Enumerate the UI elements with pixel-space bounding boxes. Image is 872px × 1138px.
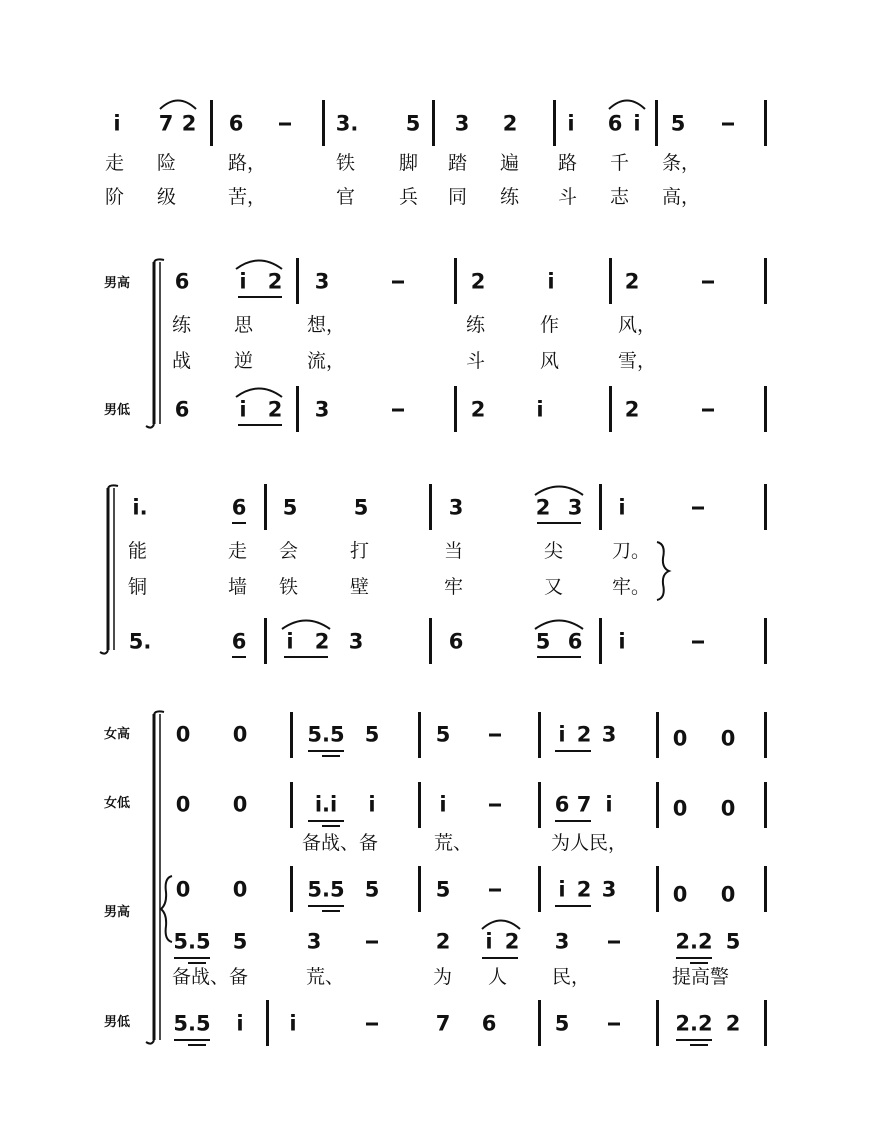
dash — [489, 804, 501, 807]
note: 2 — [470, 397, 486, 422]
lyric: 铁 — [279, 576, 299, 598]
lyric: 为 — [433, 966, 453, 988]
note: 5 — [725, 929, 741, 954]
note: 6 — [231, 495, 247, 520]
voice-label: 女低 — [104, 796, 131, 811]
lyric: 苦， — [228, 186, 267, 208]
note: 2 — [267, 269, 283, 294]
note: 2 — [576, 722, 592, 747]
note: 0 — [175, 792, 191, 817]
note: 2.2 — [675, 929, 713, 954]
note: 5.5 — [173, 929, 211, 954]
note: 6 — [231, 629, 247, 654]
lyric: 会 — [279, 540, 299, 562]
beam-line — [308, 820, 344, 822]
lyric: 走 — [105, 152, 125, 174]
note: 2 — [181, 111, 197, 136]
note: 5 — [405, 111, 421, 136]
lyric: 风 — [540, 350, 560, 372]
note: i — [567, 111, 575, 136]
lyric: 千 — [610, 152, 630, 174]
note: i — [547, 269, 555, 294]
barline — [429, 618, 432, 664]
barline — [656, 866, 659, 912]
dash — [722, 123, 734, 126]
note: i — [536, 397, 544, 422]
lyric: 壁 — [350, 576, 370, 598]
lyric: 流， — [307, 350, 346, 372]
lyric: 墙 — [228, 576, 248, 598]
lyric: 提高警 — [672, 966, 730, 988]
note: i. — [132, 495, 148, 520]
lyric: 思 — [234, 314, 254, 336]
note: 6 — [174, 397, 190, 422]
dash — [279, 123, 291, 126]
lyric: 民， — [552, 966, 591, 988]
beam-line — [308, 905, 344, 907]
note: 5 — [364, 877, 380, 902]
note: i — [618, 629, 626, 654]
note: 7 — [576, 792, 592, 817]
barline — [290, 782, 293, 828]
note: 2 — [267, 397, 283, 422]
lyric: 阶 — [105, 186, 125, 208]
lyric: 能 — [128, 540, 148, 562]
lyric: 官 — [336, 186, 356, 208]
beam-line — [322, 910, 340, 912]
beam-line — [676, 1039, 712, 1041]
dash — [608, 1023, 620, 1026]
slur — [480, 916, 522, 930]
note: 2 — [624, 269, 640, 294]
beam-line — [174, 957, 210, 959]
barline — [609, 258, 612, 304]
lyric: 风， — [618, 314, 657, 336]
note: 6 — [174, 269, 190, 294]
note: 6 — [567, 629, 583, 654]
note: 5 — [670, 111, 686, 136]
tenor-brace — [160, 874, 174, 944]
voice-label: 男高 — [104, 905, 131, 920]
lyric: 牢 — [444, 576, 464, 598]
lyric-brace — [654, 540, 672, 602]
lyric: 脚 — [399, 152, 419, 174]
note: 2 — [576, 877, 592, 902]
lyric: 当 — [444, 540, 464, 562]
barline — [764, 782, 767, 828]
voice-label: 男低 — [104, 403, 131, 418]
beam-line — [555, 905, 591, 907]
barline — [764, 484, 767, 530]
note: 5. — [128, 629, 152, 654]
barline — [266, 1000, 269, 1046]
lyric: 志 — [610, 186, 630, 208]
barline — [656, 1000, 659, 1046]
note: 5 — [353, 495, 369, 520]
barline — [418, 866, 421, 912]
note: 2 — [535, 495, 551, 520]
lyric: 打 — [350, 540, 370, 562]
dash — [608, 941, 620, 944]
note: 5 — [232, 929, 248, 954]
beam-line — [690, 962, 708, 964]
barline — [609, 386, 612, 432]
note: 3 — [601, 877, 617, 902]
note: 2 — [435, 929, 451, 954]
barline — [655, 100, 658, 146]
note: i — [605, 792, 613, 817]
barline — [429, 484, 432, 530]
note: 0 — [232, 877, 248, 902]
lyric: 为人民， — [551, 832, 628, 854]
barline — [264, 618, 267, 664]
note: 7 — [158, 111, 174, 136]
beam-line — [188, 1044, 206, 1046]
note: 2 — [314, 629, 330, 654]
note: i — [485, 929, 493, 954]
lyric: 人 — [488, 966, 508, 988]
barline — [210, 100, 213, 146]
lyric: 铁 — [336, 152, 356, 174]
lyric: 备战、备 — [172, 966, 249, 988]
note: 6 — [481, 1011, 497, 1036]
slur — [158, 96, 198, 110]
note: 5 — [435, 722, 451, 747]
note: 5 — [364, 722, 380, 747]
barline — [764, 1000, 767, 1046]
slur — [234, 256, 284, 270]
beam-line — [238, 296, 282, 298]
note: 0 — [720, 882, 736, 907]
lyric: 条， — [662, 152, 701, 174]
barline — [553, 100, 556, 146]
note: 0 — [720, 796, 736, 821]
dash — [366, 1023, 378, 1026]
system-bracket — [144, 258, 174, 430]
lyric: 逆 — [234, 350, 254, 372]
note: 2 — [624, 397, 640, 422]
note: 6 — [228, 111, 244, 136]
dash — [392, 409, 404, 412]
lyric: 牢。 — [612, 576, 651, 598]
beam-line — [322, 755, 340, 757]
voice-label: 男高 — [104, 276, 131, 291]
note: i.i — [314, 792, 338, 817]
lyric: 险 — [157, 152, 177, 174]
lyric: 斗 — [466, 350, 486, 372]
barline — [432, 100, 435, 146]
lyric: 铜 — [128, 576, 148, 598]
beam-line — [232, 656, 246, 658]
lyric: 尖 — [544, 540, 564, 562]
dash — [702, 409, 714, 412]
beam-line — [690, 1044, 708, 1046]
lyric: 刀。 — [612, 540, 651, 562]
beam-line — [537, 656, 581, 658]
note: i — [439, 792, 447, 817]
slur — [280, 616, 332, 630]
note: 5 — [554, 1011, 570, 1036]
note: 2.2 — [675, 1011, 713, 1036]
note: i — [558, 722, 566, 747]
barline — [296, 258, 299, 304]
note: i — [113, 111, 121, 136]
beam-line — [537, 522, 581, 524]
note: 0 — [232, 792, 248, 817]
note: 0 — [672, 726, 688, 751]
barline — [764, 712, 767, 758]
note: 6 — [607, 111, 623, 136]
lyric: 想， — [307, 314, 346, 336]
note: i — [633, 111, 641, 136]
beam-line — [284, 656, 328, 658]
barline — [290, 712, 293, 758]
beam-line — [482, 957, 518, 959]
beam-line — [232, 522, 246, 524]
note: 3 — [314, 397, 330, 422]
note: 0 — [672, 796, 688, 821]
slur — [234, 384, 284, 398]
note: i — [289, 1011, 297, 1036]
voice-label: 女高 — [104, 727, 131, 742]
note: 0 — [672, 882, 688, 907]
barline — [764, 100, 767, 146]
beam-line — [188, 962, 206, 964]
note: 3 — [306, 929, 322, 954]
lyric: 路， — [228, 152, 267, 174]
note: 5 — [535, 629, 551, 654]
note: 0 — [232, 722, 248, 747]
system-bracket — [98, 484, 128, 656]
barline — [322, 100, 325, 146]
barline — [764, 258, 767, 304]
lyric: 高， — [662, 186, 701, 208]
dash — [489, 889, 501, 892]
barline — [290, 866, 293, 912]
dash — [489, 734, 501, 737]
beam-line — [322, 825, 340, 827]
note: 5.5 — [307, 877, 345, 902]
lyric: 又 — [544, 576, 564, 598]
barline — [538, 1000, 541, 1046]
note: 5.5 — [307, 722, 345, 747]
note: 3 — [348, 629, 364, 654]
note: 0 — [175, 877, 191, 902]
beam-line — [238, 424, 282, 426]
dash — [692, 641, 704, 644]
note: i — [286, 629, 294, 654]
dash — [692, 507, 704, 510]
dash — [702, 281, 714, 284]
voice-label: 男低 — [104, 1015, 131, 1030]
barline — [764, 866, 767, 912]
note: 2 — [725, 1011, 741, 1036]
note: 5 — [435, 877, 451, 902]
lyric: 路 — [558, 152, 578, 174]
note: 0 — [175, 722, 191, 747]
lyric: 作 — [540, 314, 560, 336]
barline — [656, 712, 659, 758]
lyric: 雪， — [618, 350, 657, 372]
note: 6 — [448, 629, 464, 654]
note: i — [239, 269, 247, 294]
note: i — [239, 397, 247, 422]
note: 3 — [454, 111, 470, 136]
note: i — [236, 1011, 244, 1036]
lyric: 兵 — [399, 186, 419, 208]
note: i — [618, 495, 626, 520]
barline — [296, 386, 299, 432]
beam-line — [555, 750, 591, 752]
note: 0 — [720, 726, 736, 751]
barline — [418, 712, 421, 758]
lyric: 荒、 — [306, 966, 345, 988]
barline — [764, 618, 767, 664]
barline — [538, 782, 541, 828]
lyric: 练 — [466, 314, 486, 336]
note: 3. — [335, 111, 359, 136]
note: 3 — [314, 269, 330, 294]
beam-line — [174, 1039, 210, 1041]
slur — [533, 482, 585, 496]
lyric: 同 — [448, 186, 468, 208]
note: 3 — [601, 722, 617, 747]
dash — [392, 281, 404, 284]
note: 2 — [470, 269, 486, 294]
note: 3 — [448, 495, 464, 520]
beam-line — [555, 820, 591, 822]
dash — [366, 941, 378, 944]
barline — [538, 866, 541, 912]
barline — [599, 618, 602, 664]
barline — [418, 782, 421, 828]
beam-line — [308, 750, 344, 752]
note: 2 — [504, 929, 520, 954]
lyric: 战 — [172, 350, 192, 372]
lyric: 级 — [157, 186, 177, 208]
slur — [533, 616, 585, 630]
barline — [264, 484, 267, 530]
lyric: 荒、 — [434, 832, 473, 854]
note: 3 — [554, 929, 570, 954]
lyric: 斗 — [558, 186, 578, 208]
barline — [454, 258, 457, 304]
lyric: 遍 — [500, 152, 520, 174]
note: 5 — [282, 495, 298, 520]
barline — [599, 484, 602, 530]
note: i — [558, 877, 566, 902]
barline — [764, 386, 767, 432]
lyric: 练 — [500, 186, 520, 208]
slur — [607, 96, 647, 110]
note: 5.5 — [173, 1011, 211, 1036]
lyric: 备战、备 — [302, 832, 379, 854]
lyric: 走 — [228, 540, 248, 562]
note: 2 — [502, 111, 518, 136]
note: 6 — [554, 792, 570, 817]
note: 7 — [435, 1011, 451, 1036]
lyric: 踏 — [448, 152, 468, 174]
barline — [454, 386, 457, 432]
barline — [538, 712, 541, 758]
beam-line — [676, 957, 712, 959]
note: i — [368, 792, 376, 817]
lyric: 练 — [172, 314, 192, 336]
note: 3 — [567, 495, 583, 520]
barline — [656, 782, 659, 828]
